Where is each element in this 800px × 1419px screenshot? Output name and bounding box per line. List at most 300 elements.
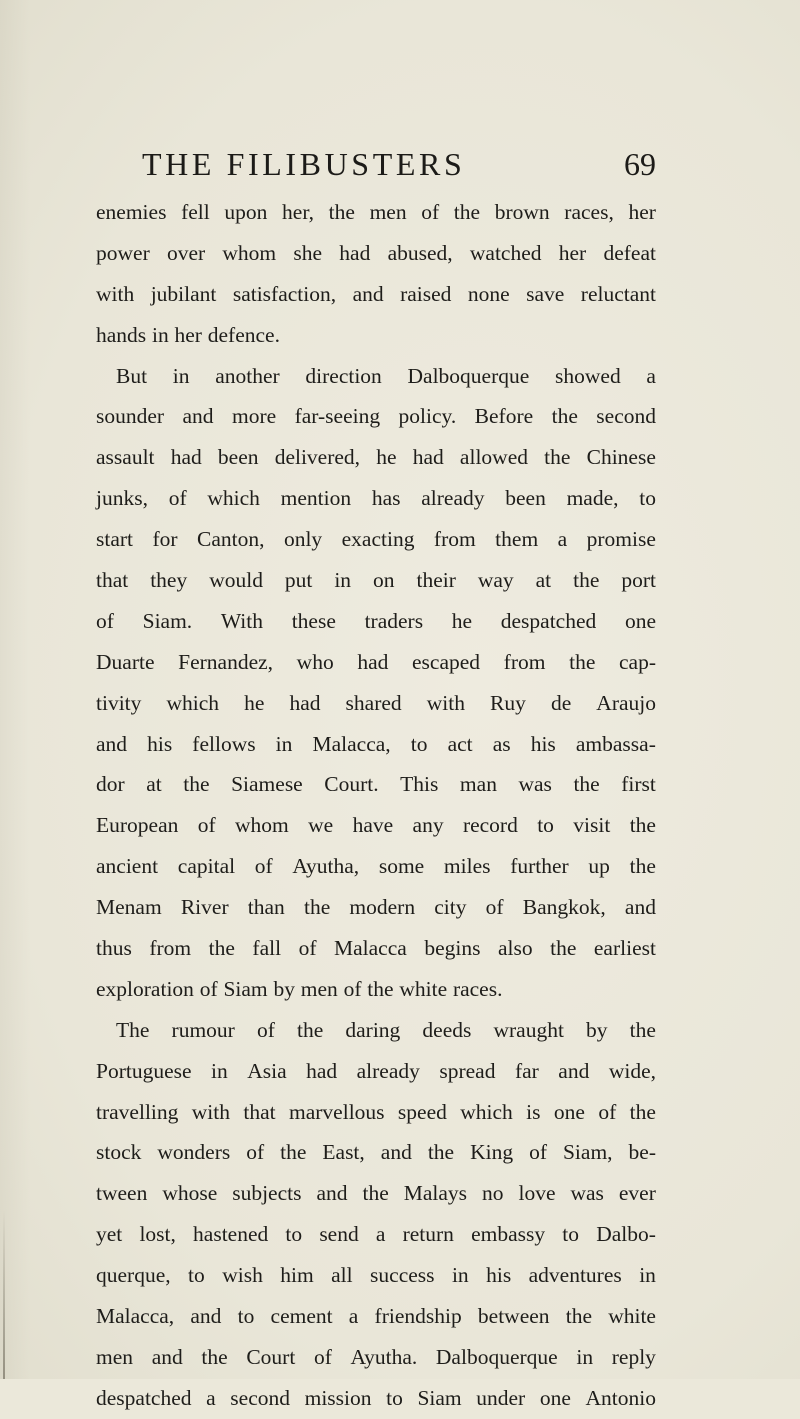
word: with bbox=[96, 281, 135, 306]
word: raised bbox=[400, 281, 452, 306]
text-line bbox=[96, 642, 656, 683]
word: Ayutha. bbox=[350, 1344, 418, 1369]
word: his bbox=[147, 731, 173, 756]
word: to bbox=[386, 1385, 403, 1410]
word: of bbox=[168, 486, 187, 511]
word: Siamese bbox=[231, 772, 303, 797]
text-line bbox=[96, 846, 656, 887]
word: the bbox=[550, 936, 577, 961]
word: of bbox=[343, 976, 362, 1001]
word: and bbox=[624, 895, 656, 920]
word: a bbox=[206, 1385, 216, 1410]
word: between bbox=[477, 1304, 550, 1329]
word: subjects bbox=[232, 1181, 302, 1206]
word: had bbox=[306, 1058, 338, 1083]
page-number: 69 bbox=[624, 146, 656, 182]
word: the bbox=[280, 1140, 307, 1165]
word: start bbox=[96, 527, 134, 552]
word: hands bbox=[96, 322, 147, 347]
word: be- bbox=[628, 1140, 656, 1165]
word: despatched bbox=[96, 1385, 192, 1410]
word: a bbox=[348, 1304, 359, 1329]
text-line bbox=[96, 887, 656, 928]
word: already bbox=[356, 1058, 420, 1083]
text-line bbox=[96, 396, 656, 437]
text-line bbox=[96, 1296, 656, 1337]
word: the bbox=[573, 772, 600, 797]
word: the bbox=[183, 772, 210, 797]
word: that bbox=[243, 1099, 276, 1124]
word: begins bbox=[424, 936, 481, 961]
word: second bbox=[596, 404, 656, 429]
word: and bbox=[151, 1344, 183, 1369]
word: had bbox=[339, 240, 371, 265]
word: in bbox=[275, 731, 293, 756]
word: he bbox=[244, 690, 265, 715]
word: love bbox=[518, 1181, 556, 1206]
word: Ayutha, bbox=[292, 854, 360, 879]
word: adventures bbox=[528, 1263, 622, 1288]
word: Antonio bbox=[585, 1385, 656, 1410]
word: of bbox=[298, 936, 317, 961]
word: whom bbox=[235, 813, 289, 838]
word: and bbox=[380, 1140, 412, 1165]
word: who bbox=[296, 649, 334, 674]
text-line bbox=[96, 601, 656, 642]
word: Court bbox=[246, 1344, 296, 1369]
word: only bbox=[283, 527, 323, 552]
word: from bbox=[149, 936, 192, 961]
word: of bbox=[313, 1344, 332, 1369]
word: deeds bbox=[422, 1017, 472, 1042]
word: in bbox=[639, 1263, 656, 1288]
word: Malacca bbox=[334, 936, 407, 961]
word: in bbox=[334, 568, 352, 593]
word: man bbox=[459, 772, 497, 797]
word: to bbox=[285, 1222, 303, 1247]
word: second bbox=[230, 1385, 290, 1410]
word: is bbox=[526, 1099, 541, 1124]
text-line bbox=[96, 969, 656, 1010]
text-line bbox=[96, 233, 656, 274]
word: travelling bbox=[96, 1099, 179, 1124]
word: Dalboquerque bbox=[407, 363, 530, 388]
word: defeat bbox=[603, 240, 656, 265]
word: of bbox=[256, 1017, 275, 1042]
word: visit bbox=[573, 813, 611, 838]
word: of bbox=[96, 608, 114, 633]
word: friendship bbox=[374, 1304, 462, 1329]
word: of bbox=[421, 200, 440, 224]
word: which bbox=[460, 1099, 513, 1124]
running-title: THE FILIBUSTERS bbox=[142, 146, 466, 182]
text-line bbox=[96, 1255, 656, 1296]
word: fall bbox=[252, 936, 282, 961]
word: at bbox=[146, 772, 162, 797]
word: embassy bbox=[471, 1222, 546, 1247]
word: lost, bbox=[139, 1222, 176, 1247]
word: brown bbox=[494, 200, 550, 224]
word: Siam, bbox=[562, 1140, 613, 1165]
text-line bbox=[96, 1173, 656, 1214]
word: and bbox=[352, 281, 384, 306]
word: white bbox=[399, 976, 448, 1001]
word: to bbox=[237, 1304, 255, 1329]
page-edge-shadow bbox=[3, 1210, 5, 1379]
word: whom bbox=[222, 240, 277, 265]
word: enemies bbox=[96, 200, 167, 224]
word: over bbox=[166, 240, 206, 265]
word: the bbox=[296, 1017, 324, 1042]
word: King bbox=[470, 1140, 514, 1165]
word: and bbox=[190, 1304, 222, 1329]
word: Araujo bbox=[596, 690, 656, 715]
word: to bbox=[639, 486, 656, 511]
word: put bbox=[284, 568, 313, 593]
word: these bbox=[291, 608, 336, 633]
word: querque, bbox=[96, 1263, 171, 1288]
word: some bbox=[378, 854, 425, 879]
word: which bbox=[207, 486, 260, 511]
word: up bbox=[588, 854, 610, 879]
word: the bbox=[201, 1344, 228, 1369]
word: European bbox=[96, 813, 179, 838]
word: fellows bbox=[192, 731, 256, 756]
word: first bbox=[621, 772, 656, 797]
word: the bbox=[453, 200, 481, 224]
word: of bbox=[197, 813, 216, 838]
word: ever bbox=[618, 1181, 656, 1206]
word: thus bbox=[96, 936, 132, 961]
word: de bbox=[550, 690, 572, 715]
word: races, bbox=[564, 200, 614, 224]
word: wonders bbox=[157, 1140, 231, 1165]
word: miles bbox=[443, 854, 491, 879]
word: capital bbox=[177, 854, 236, 879]
word: on bbox=[373, 568, 395, 593]
word: one bbox=[624, 608, 656, 633]
word: the bbox=[208, 936, 235, 961]
word: of bbox=[199, 976, 218, 1001]
word: way bbox=[477, 568, 514, 593]
word: she bbox=[293, 240, 323, 265]
word: promise bbox=[586, 527, 656, 552]
word: exploration bbox=[96, 976, 194, 1001]
word: far-seeing bbox=[294, 404, 381, 429]
word: mention bbox=[280, 486, 352, 511]
word: Dalbo- bbox=[596, 1222, 656, 1247]
word: more bbox=[231, 404, 277, 429]
word: from bbox=[503, 649, 546, 674]
word: for bbox=[152, 527, 178, 552]
word: with bbox=[191, 1099, 230, 1124]
word: the bbox=[427, 1140, 455, 1165]
word: the bbox=[569, 649, 596, 674]
word: daring bbox=[345, 1017, 401, 1042]
word: return bbox=[402, 1222, 454, 1247]
word: rumour bbox=[171, 1017, 235, 1042]
word: the bbox=[629, 813, 656, 838]
word: men bbox=[369, 200, 407, 224]
word: the bbox=[367, 976, 394, 1001]
word: the bbox=[629, 854, 656, 879]
word: power bbox=[96, 240, 150, 265]
word: to bbox=[410, 731, 428, 756]
word: stock bbox=[96, 1140, 142, 1165]
word: and bbox=[96, 731, 128, 756]
word: he bbox=[376, 445, 397, 470]
word: men bbox=[300, 976, 338, 1001]
word: the bbox=[544, 445, 571, 470]
word: tivity bbox=[96, 690, 142, 715]
word: already bbox=[421, 486, 485, 511]
word: Portuguese bbox=[96, 1058, 192, 1083]
word: and bbox=[316, 1181, 348, 1206]
word: reluctant bbox=[580, 281, 656, 306]
word: defence. bbox=[207, 322, 280, 347]
word: to bbox=[188, 1263, 205, 1288]
word: fell bbox=[181, 200, 210, 224]
word: wish bbox=[222, 1263, 263, 1288]
word: have bbox=[352, 813, 394, 838]
word: no bbox=[482, 1181, 504, 1206]
word: send bbox=[319, 1222, 359, 1247]
word: men bbox=[96, 1344, 134, 1369]
word: mission bbox=[304, 1385, 372, 1410]
word: made, bbox=[566, 486, 619, 511]
word: another bbox=[215, 363, 280, 388]
word: from bbox=[433, 527, 476, 552]
word: assault bbox=[96, 445, 155, 470]
word: the bbox=[629, 1099, 656, 1124]
word: the bbox=[629, 1017, 656, 1042]
word: ancient bbox=[96, 854, 159, 879]
word: This bbox=[400, 772, 439, 797]
word: been bbox=[505, 486, 546, 511]
word: whose bbox=[162, 1181, 218, 1206]
word: city bbox=[434, 895, 467, 920]
word: spread bbox=[439, 1058, 496, 1083]
word: as bbox=[492, 731, 511, 756]
word: jubilant bbox=[150, 281, 217, 306]
word: Malacca, bbox=[312, 731, 391, 756]
word: them bbox=[495, 527, 539, 552]
word: of bbox=[529, 1140, 547, 1165]
word: direction bbox=[305, 363, 382, 388]
word: But bbox=[116, 363, 148, 388]
word: Ruy bbox=[490, 690, 526, 715]
text-line bbox=[96, 764, 656, 805]
word: abused, bbox=[387, 240, 453, 265]
word: one bbox=[553, 1099, 585, 1124]
text-line bbox=[96, 1378, 656, 1419]
word: Duarte bbox=[96, 649, 155, 674]
word: in bbox=[576, 1344, 594, 1369]
word: policy. bbox=[398, 404, 457, 429]
word: East, bbox=[322, 1140, 365, 1165]
word: all bbox=[331, 1263, 353, 1288]
running-head bbox=[96, 140, 656, 188]
word: would bbox=[209, 568, 263, 593]
word: had bbox=[289, 690, 321, 715]
word: sounder bbox=[96, 404, 165, 429]
word: that bbox=[96, 568, 129, 593]
word: exacting bbox=[341, 527, 415, 552]
word: marvellous bbox=[289, 1099, 385, 1124]
word: their bbox=[416, 568, 456, 593]
word: at bbox=[535, 568, 552, 593]
word: her bbox=[558, 240, 587, 265]
word: her, bbox=[282, 200, 314, 224]
text-line bbox=[96, 192, 656, 233]
word: Asia bbox=[247, 1058, 287, 1083]
word: we bbox=[308, 813, 334, 838]
text-line bbox=[96, 1051, 656, 1092]
word: escaped bbox=[412, 649, 481, 674]
word: success bbox=[370, 1263, 435, 1288]
word: to bbox=[562, 1222, 580, 1247]
word: ambassa- bbox=[575, 731, 656, 756]
word: act bbox=[447, 731, 473, 756]
word: had bbox=[357, 649, 389, 674]
word: also bbox=[497, 936, 533, 961]
word: save bbox=[526, 281, 565, 306]
text-line bbox=[96, 1337, 656, 1378]
word: With bbox=[220, 608, 264, 633]
word: the bbox=[328, 200, 355, 224]
word: Malacca, bbox=[96, 1304, 175, 1329]
text-line bbox=[96, 560, 656, 601]
word: Malays bbox=[403, 1181, 468, 1206]
text-line bbox=[96, 724, 656, 765]
word: Canton, bbox=[197, 527, 265, 552]
word: cap- bbox=[619, 649, 656, 674]
word: Siam. bbox=[142, 608, 193, 633]
word: in bbox=[211, 1058, 228, 1083]
word: allowed bbox=[459, 445, 528, 470]
body-text bbox=[96, 192, 656, 1419]
word: the bbox=[303, 895, 331, 920]
text-line bbox=[96, 1010, 656, 1051]
word: delivered, bbox=[274, 445, 361, 470]
word: he bbox=[451, 608, 473, 633]
word: of bbox=[485, 895, 504, 920]
word: her bbox=[174, 322, 202, 347]
word: Before bbox=[474, 404, 534, 429]
word: of bbox=[246, 1140, 265, 1165]
word: satisfaction, bbox=[232, 281, 337, 306]
word: yet bbox=[96, 1222, 123, 1247]
word: modern bbox=[349, 895, 416, 920]
word: wraught bbox=[493, 1017, 564, 1042]
word: of bbox=[254, 854, 273, 879]
word: which bbox=[166, 690, 220, 715]
text-line bbox=[96, 437, 656, 478]
word: Chinese bbox=[586, 445, 656, 470]
word: upon bbox=[224, 200, 268, 224]
word: his bbox=[530, 731, 556, 756]
word: the bbox=[362, 1181, 389, 1206]
word: in bbox=[451, 1263, 469, 1288]
word: of bbox=[598, 1099, 617, 1124]
word: junks, bbox=[96, 486, 148, 511]
word: the bbox=[573, 568, 600, 593]
word: watched bbox=[469, 240, 542, 265]
word: white bbox=[608, 1304, 656, 1329]
text-line bbox=[96, 519, 656, 560]
word: the bbox=[565, 1304, 593, 1329]
text-line bbox=[96, 478, 656, 519]
text-line bbox=[96, 315, 656, 356]
word: was bbox=[518, 772, 552, 797]
word: by bbox=[273, 976, 295, 1001]
word: River bbox=[180, 895, 229, 920]
word: in bbox=[151, 322, 169, 347]
word: was bbox=[570, 1181, 604, 1206]
word: him bbox=[280, 1263, 314, 1288]
word: speed bbox=[397, 1099, 447, 1124]
word: a bbox=[646, 363, 656, 388]
word: by bbox=[586, 1017, 608, 1042]
word: earliest bbox=[593, 936, 656, 961]
word: in bbox=[172, 363, 190, 388]
word: races. bbox=[452, 976, 503, 1001]
text-line bbox=[96, 1092, 656, 1133]
word: wide, bbox=[608, 1058, 656, 1083]
word: Fernandez, bbox=[178, 649, 274, 674]
word: and bbox=[182, 404, 214, 429]
word: record bbox=[462, 813, 518, 838]
text-line bbox=[96, 1214, 656, 1255]
word: Siam bbox=[417, 1385, 462, 1410]
text-line bbox=[96, 1132, 656, 1173]
text-line bbox=[96, 805, 656, 846]
word: than bbox=[247, 895, 285, 920]
word: with bbox=[426, 690, 465, 715]
word: and bbox=[558, 1058, 590, 1083]
word: port bbox=[621, 568, 656, 593]
word: Siam bbox=[223, 976, 268, 1001]
word: they bbox=[150, 568, 188, 593]
word: traders bbox=[364, 608, 424, 633]
word: hastened bbox=[193, 1222, 269, 1247]
word: Bangkok, bbox=[522, 895, 606, 920]
word: The bbox=[116, 1017, 150, 1042]
word: a bbox=[375, 1222, 386, 1247]
word: shared bbox=[345, 690, 402, 715]
text-line bbox=[96, 928, 656, 969]
word: one bbox=[539, 1385, 571, 1410]
text-line bbox=[96, 356, 656, 397]
word: Court. bbox=[324, 772, 379, 797]
word: her bbox=[628, 200, 656, 224]
word: Menam bbox=[96, 895, 162, 920]
word: his bbox=[486, 1263, 512, 1288]
word: a bbox=[557, 527, 568, 552]
word: Dalboquerque bbox=[435, 1344, 558, 1369]
word: further bbox=[510, 854, 569, 879]
word: any bbox=[412, 813, 444, 838]
word: has bbox=[371, 486, 401, 511]
word: cement bbox=[270, 1304, 333, 1329]
word: the bbox=[551, 404, 578, 429]
word: reply bbox=[611, 1344, 656, 1369]
word: dor bbox=[96, 772, 125, 797]
word: far bbox=[514, 1058, 539, 1083]
word: to bbox=[537, 813, 554, 838]
word: despatched bbox=[500, 608, 597, 633]
word: under bbox=[476, 1385, 526, 1410]
